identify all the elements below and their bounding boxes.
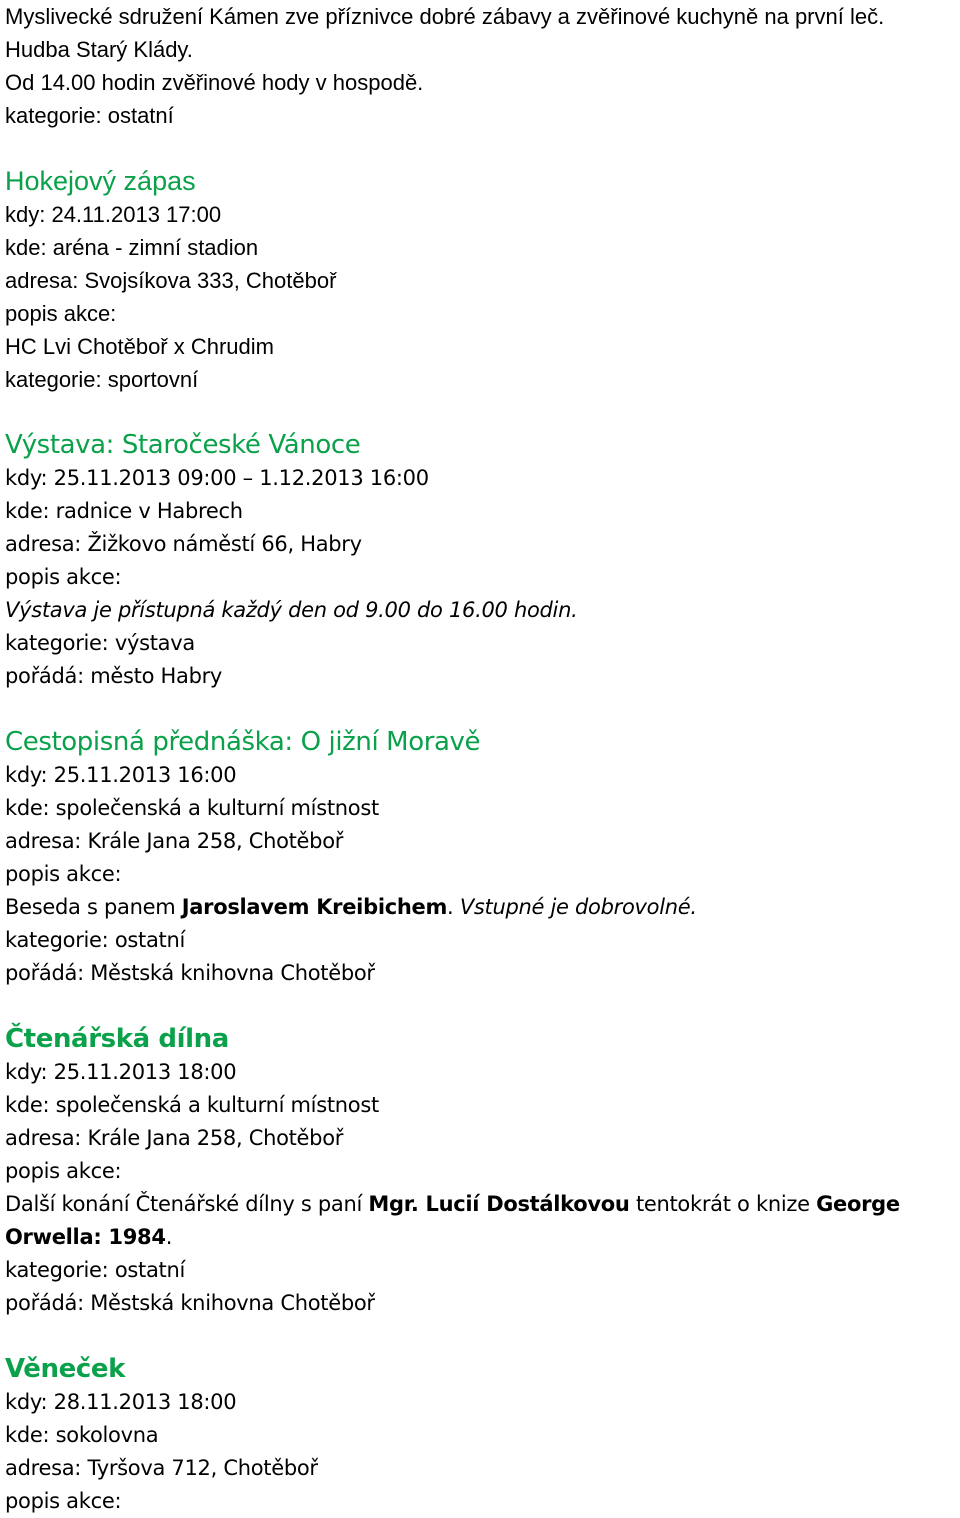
event-date: kdy: 28.11.2013 18:00 (5, 1390, 237, 1414)
event-organizer: pořádá: Městská knihovna Chotěboř (5, 961, 375, 985)
event-venue: kde: aréna - zimní stadion (5, 235, 259, 260)
event-title: Výstava: Staročeské Vánoce (5, 430, 361, 460)
event-category: kategorie: sportovní (5, 367, 199, 392)
event-address: adresa: Žižkovo náměstí 66, Habry (5, 532, 362, 556)
event-cestopisna-prednaska (5, 726, 955, 990)
event-title: Věneček (5, 1354, 126, 1384)
lecturer-name: Jaroslavem Kreibichem (181, 895, 448, 919)
event-description (5, 1188, 955, 1254)
event-date: kdy: 24.11.2013 17:00 (5, 202, 222, 227)
description-text: Další konání Čtenářské dílny s paní (5, 1192, 369, 1216)
intro-line: Myslivecké sdružení Kámen zve příznivce dobré zábavy a zvěřinové kuchyně na první leč. (5, 4, 885, 29)
event-title: Čtenářská dílna (5, 1024, 229, 1054)
event-description-label: popis akce: (5, 565, 122, 589)
event-address: adresa: Tyršova 712, Chotěboř (5, 1456, 318, 1480)
book-title: George Orwella: 1984 (5, 1192, 900, 1249)
event-hokejovy-zapas (5, 165, 955, 396)
event-venue: kde: společenská a kulturní místnost (5, 796, 379, 820)
event-description (5, 891, 955, 924)
event-date: kdy: 25.11.2013 18:00 (5, 1060, 237, 1084)
event-description-label: popis akce: (5, 1159, 122, 1183)
event-venue: kde: společenská a kulturní místnost (5, 1093, 379, 1117)
intro-line: Hudba Starý Klády. (5, 37, 193, 62)
event-address: adresa: Svojsíkova 333, Chotěboř (5, 268, 337, 293)
event-title: Hokejový zápas (5, 166, 196, 196)
event-address: adresa: Krále Jana 258, Chotěboř (5, 829, 344, 853)
intro-line: Od 14.00 hodin zvěřinové hody v hospodě. (5, 70, 424, 95)
event-organizer: pořádá: Městská knihovna Chotěboř (5, 1291, 375, 1315)
event-listing (5, 0, 955, 1518)
event-venecek (5, 1353, 955, 1518)
event-organizer: pořádá: město Habry (5, 664, 223, 688)
event-date: kdy: 25.11.2013 16:00 (5, 763, 237, 787)
description-text: Beseda s panem (5, 895, 182, 919)
admission-note: Vstupné je dobrovolné. (459, 895, 697, 919)
event-description: Výstava je přístupná každý den od 9.00 do 16.00 hodin. (5, 598, 578, 622)
event-venue: kde: radnice v Habrech (5, 499, 243, 523)
event-description-label: popis akce: (5, 1489, 122, 1513)
event-vystava (5, 429, 955, 693)
event-venue: kde: sokolovna (5, 1423, 159, 1447)
event-description-label: popis akce: (5, 301, 117, 326)
event-category: kategorie: ostatní (5, 1258, 186, 1282)
description-text: . (447, 895, 460, 919)
description-text: . (165, 1225, 173, 1249)
event-category: kategorie: výstava (5, 631, 195, 655)
event-ctenarska-dilna (5, 1023, 955, 1320)
event-description: HC Lvi Chotěboř x Chrudim (5, 334, 274, 359)
event-description-label: popis akce: (5, 862, 122, 886)
event-category: kategorie: ostatní (5, 928, 186, 952)
intro-block (5, 0, 955, 132)
event-title: Cestopisná přednáška: O jižní Moravě (5, 727, 481, 757)
event-address: adresa: Krále Jana 258, Chotěboř (5, 1126, 344, 1150)
intro-category: kategorie: ostatní (5, 103, 174, 128)
host-name: Mgr. Lucií Dostálkovou (368, 1192, 630, 1216)
event-date: kdy: 25.11.2013 09:00 – 1.12.2013 16:00 (5, 466, 429, 490)
description-text: tentokrát o knize (629, 1192, 817, 1216)
